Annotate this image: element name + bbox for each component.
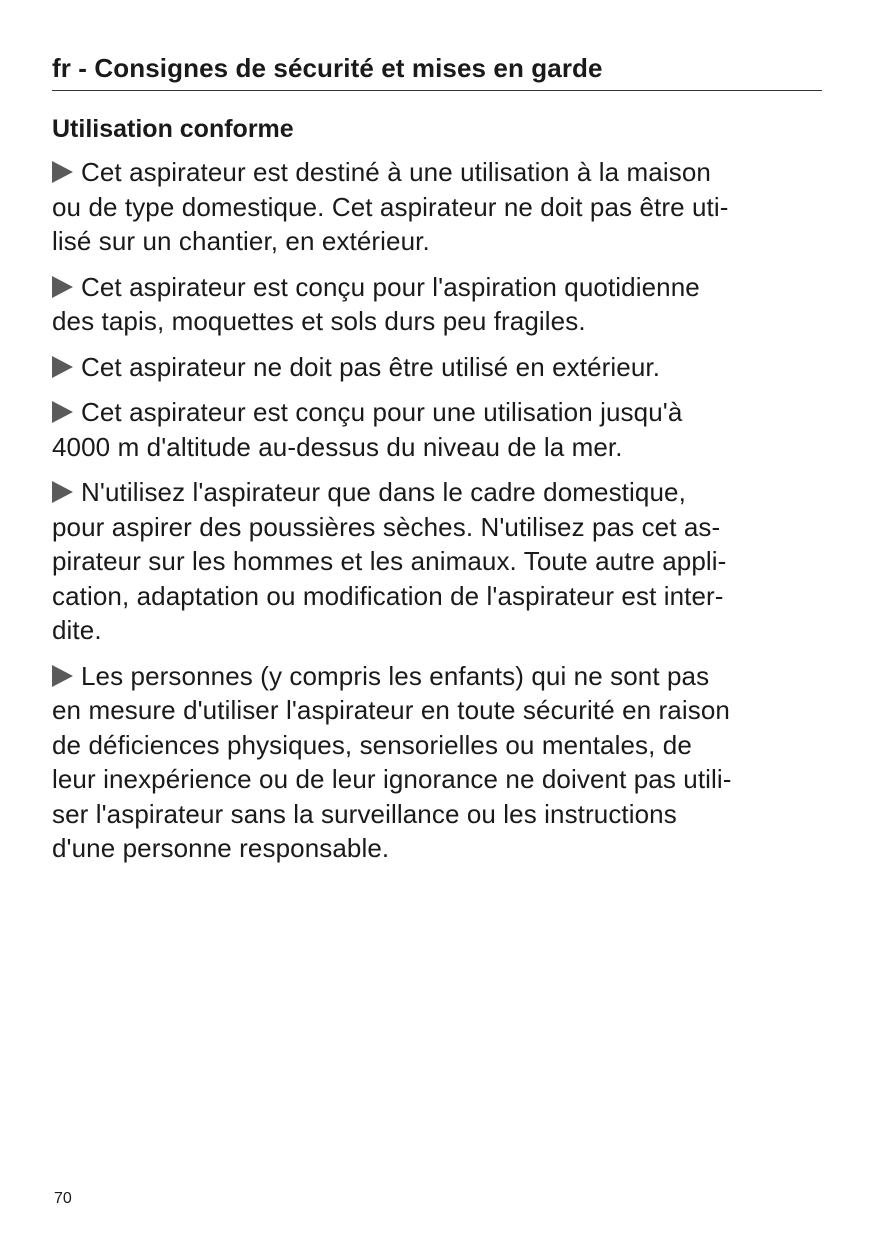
section-title: Utilisation conforme: [52, 115, 294, 143]
instruction-line: pour aspirer des poussières sèches. N'utilisez pas cet as-: [52, 511, 721, 542]
instruction-item: [52, 659, 822, 866]
instruction-line: en mesure d'utiliser l'aspirateur en toute sécurité en raison: [52, 695, 730, 725]
instruction-line: [52, 475, 822, 510]
instruction-line: d'une personne responsable.: [52, 833, 390, 863]
instruction-text: Cet aspirateur ne doit pas être utilisé en extérieur.: [81, 351, 661, 382]
instruction-line: [52, 350, 822, 385]
instruction-item: [52, 155, 822, 259]
instruction-line: [52, 659, 822, 694]
instruction-item: [52, 475, 822, 648]
bullet-triangle-icon: [52, 401, 73, 423]
instruction-line: [52, 395, 822, 430]
bullet-triangle-icon: [52, 356, 73, 378]
instruction-list: [52, 155, 822, 866]
instruction-text: Cet aspirateur est conçu pour une utilisation jusqu'à: [81, 397, 683, 427]
page-header-title: fr - Consignes de sécurité et mises en garde: [52, 48, 822, 91]
instruction-item: [52, 395, 822, 464]
instruction-line: [52, 270, 822, 305]
instruction-line: 4000 m d'altitude au-dessus du niveau de la mer.: [52, 431, 623, 462]
instruction-text: N'utilisez l'aspirateur que dans le cadre domestique,: [81, 477, 686, 507]
bullet-triangle-icon: [52, 665, 73, 687]
bullet-triangle-icon: [52, 276, 73, 298]
instruction-line: leur inexpérience ou de leur ignorance ne doivent pas utili-: [52, 764, 732, 794]
instruction-text: Les personnes (y compris les enfants) qui ne sont pas: [81, 660, 710, 691]
instruction-item: [52, 270, 822, 339]
instruction-text: Cet aspirateur est destiné à une utilisation à la maison: [81, 157, 711, 187]
instruction-item: [52, 350, 822, 385]
instruction-line: ser l'aspirateur sans la surveillance ou les instructions: [52, 798, 677, 829]
instruction-line: cation, adaptation ou modification de l'aspirateur est inter-: [52, 580, 724, 611]
bullet-triangle-icon: [52, 481, 73, 503]
bullet-triangle-icon: [52, 161, 73, 183]
document-page: [52, 48, 822, 877]
instruction-line: de déficiences physiques, sensorielles ou mentales, de: [52, 729, 692, 760]
instruction-line: dite.: [52, 615, 102, 645]
instruction-text: Cet aspirateur est conçu pour l'aspiration quotidienne: [81, 271, 700, 302]
instruction-line: pirateur sur les hommes et les animaux. Toute autre appli-: [52, 546, 727, 576]
page-number: 70: [54, 1190, 72, 1207]
instruction-line: [52, 155, 822, 190]
instruction-line: des tapis, moquettes et sols durs peu fragiles.: [52, 306, 586, 336]
instruction-line: ou de type domestique. Cet aspirateur ne doit pas être uti-: [52, 191, 729, 222]
instruction-line: lisé sur un chantier, en extérieur.: [52, 226, 430, 256]
